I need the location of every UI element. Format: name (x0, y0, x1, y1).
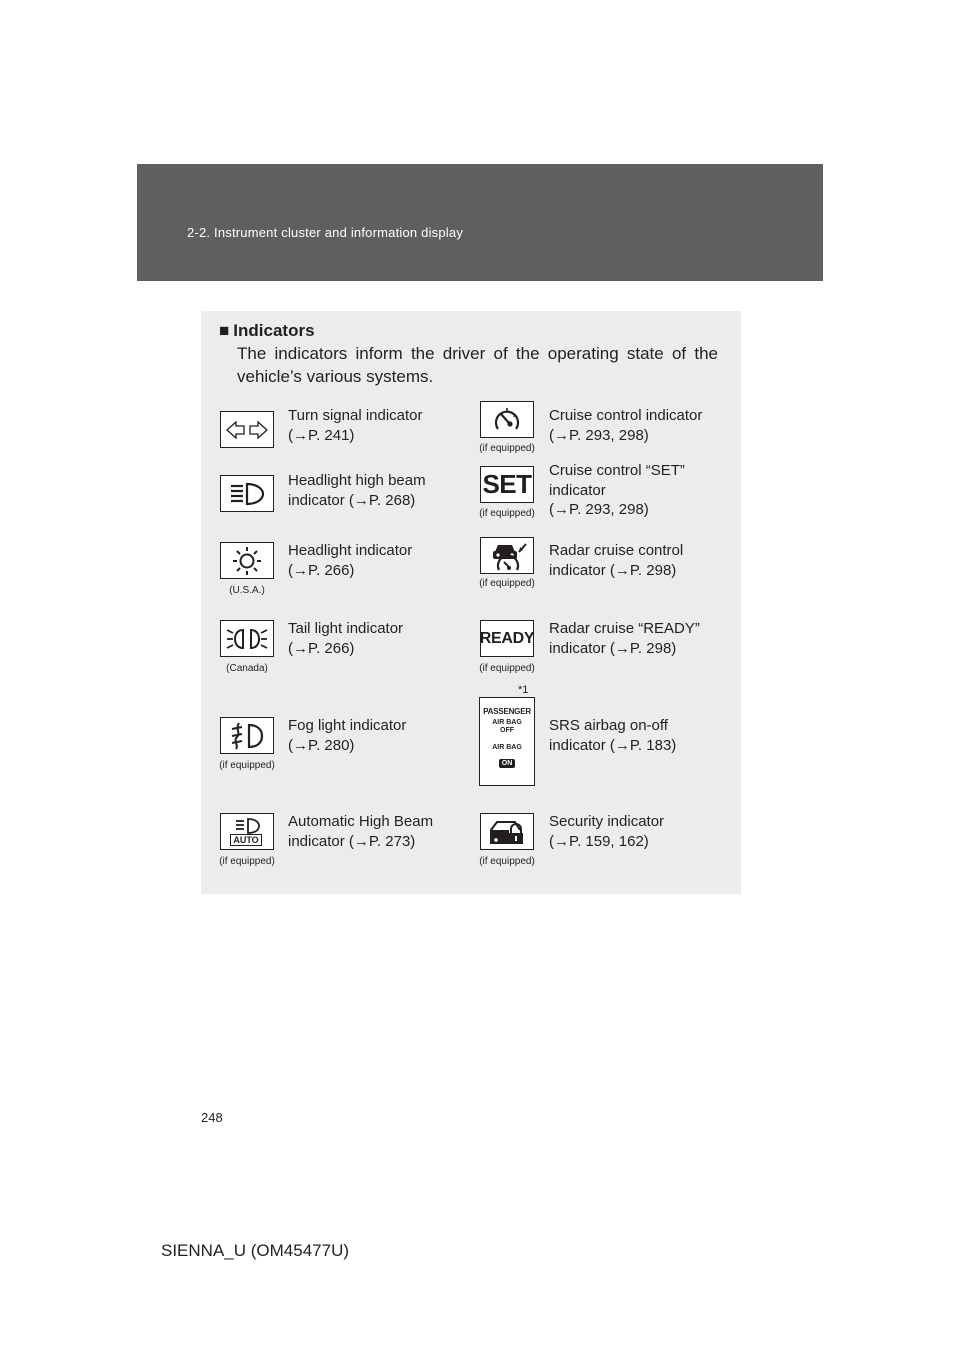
set-text-icon (480, 466, 534, 503)
airbag-off-label: AIR BAG (492, 719, 522, 726)
bullet-square: ■ (219, 321, 230, 340)
footnote-marker: *1 (518, 684, 529, 696)
cruise-control-desc (549, 406, 729, 445)
if-equipped-caption: (if equipped) (479, 663, 535, 674)
if-equipped-caption: (if equipped) (479, 508, 535, 519)
section-breadcrumb: 2-2. Instrument cluster and information display (187, 225, 464, 240)
desc-line: indicator (→P. 298) (549, 561, 677, 579)
desc-line: Security indicator (549, 813, 665, 830)
desc-line: (→P. 241) (288, 426, 355, 444)
indicators-panel (201, 311, 741, 894)
cruise-set-desc (549, 461, 729, 520)
desc-line: (→P. 293, 298) (549, 426, 649, 444)
desc-line: Cruise control indicator (549, 407, 703, 424)
fog-light-icon (220, 717, 274, 754)
section-title (219, 321, 315, 341)
desc-line: Radar cruise control (549, 542, 684, 559)
desc-line: indicator (→P. 268) (288, 491, 416, 509)
radar-ready-desc (549, 619, 729, 658)
if-equipped-caption: (if equipped) (219, 760, 275, 771)
airbag-desc (549, 716, 729, 755)
auto-high-beam-desc (288, 812, 468, 851)
tail-light-desc (288, 619, 468, 658)
desc-line: (→P. 159, 162) (549, 832, 649, 850)
desc-line: Tail light indicator (288, 620, 404, 637)
on-badge: ON (499, 759, 516, 768)
security-lock-icon (480, 813, 534, 850)
desc-line: indicator (549, 481, 606, 499)
desc-line: (→P. 266) (288, 561, 355, 579)
desc-line: indicator (→P. 298) (549, 639, 677, 657)
turn-signal-desc (288, 406, 468, 445)
headlight-desc (288, 541, 468, 580)
if-equipped-caption: (if equipped) (219, 856, 275, 867)
ready-text-icon (480, 620, 534, 657)
airbag-on-off-icon (479, 697, 535, 786)
security-desc (549, 812, 729, 851)
airbag-on-label: AIR BAG (492, 744, 522, 751)
desc-line: Cruise control “SET” (549, 462, 685, 479)
set-label: SET (482, 469, 532, 499)
desc-line: Automatic High Beam (288, 813, 434, 830)
section-title-text: Indicators (233, 321, 315, 340)
desc-line: Radar cruise “READY” (549, 620, 700, 637)
desc-line: Fog light indicator (288, 717, 407, 734)
if-equipped-caption: (if equipped) (479, 578, 535, 589)
radar-cruise-desc (549, 541, 729, 580)
canada-caption: (Canada) (226, 663, 268, 674)
if-equipped-caption: (if equipped) (479, 856, 535, 867)
desc-line: (→P. 293, 298) (549, 501, 649, 518)
radar-cruise-icon (480, 537, 534, 574)
turn-signal-arrows-icon (220, 411, 274, 448)
desc-line: (→P. 266) (288, 639, 355, 657)
header-band (137, 164, 823, 281)
desc-line: indicator (→P. 183) (549, 736, 677, 754)
high-beam-icon (220, 475, 274, 512)
manual-id-footer: SIENNA_U (OM45477U) (161, 1241, 350, 1260)
off-label: OFF (500, 727, 514, 734)
if-equipped-caption: (if equipped) (479, 443, 535, 454)
ready-label: READY (479, 629, 535, 647)
desc-line: Turn signal indicator (288, 407, 423, 424)
tail-light-icon (220, 620, 274, 657)
desc-line: indicator (→P. 273) (288, 832, 416, 850)
desc-line: SRS airbag on-off (549, 717, 668, 734)
headlight-sun-icon (220, 542, 274, 579)
auto-label: AUTO (230, 834, 262, 846)
usa-caption: (U.S.A.) (229, 585, 265, 596)
desc-line: (→P. 280) (288, 736, 355, 754)
auto-high-beam-icon (220, 813, 274, 850)
high-beam-desc (288, 471, 468, 510)
page-number: 248 (201, 1110, 223, 1125)
desc-line: Headlight high beam (288, 472, 426, 489)
desc-line: Headlight indicator (288, 542, 413, 559)
passenger-label: PASSENGER (483, 707, 531, 716)
section-body: The indicators inform the driver of the operating state of the vehicle’s various systems. (237, 344, 718, 386)
fog-light-desc (288, 716, 468, 755)
speedometer-icon (480, 401, 534, 438)
